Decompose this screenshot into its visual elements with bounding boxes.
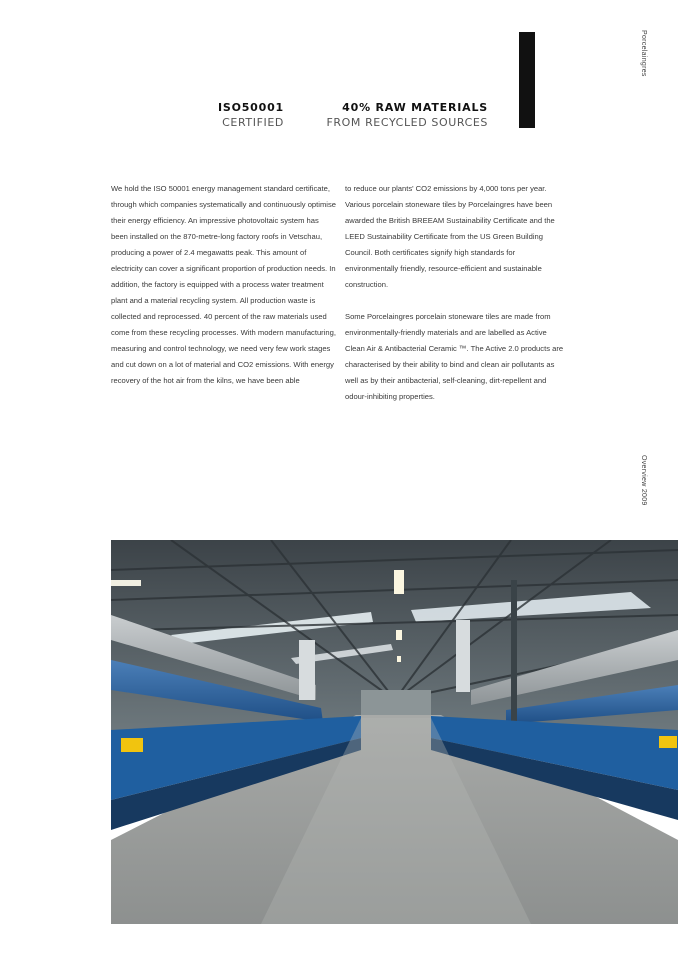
side-brand-label: Porcelaingres (640, 30, 647, 77)
heading-iso (218, 101, 284, 129)
heading-raw-materials (326, 101, 488, 129)
heading-raw-materials-subtitle: FROM RECYCLED SOURCES (326, 116, 488, 129)
heading-iso-title: ISO50001 (217, 101, 284, 114)
factory-photo (111, 540, 678, 924)
body-column-right (345, 181, 567, 405)
body-paragraph: Some Porcelaingres porcelain stoneware tiles are made from environmentally-friendly materials and are labelled as Active Clean Air & Antibacterial Ceramic ™. The Active 2.0 products are characterised by their ability to bind and clean air pollutants as well as by their antibacterial, self-cleaning, dirt-repellent and odour-inhibiting properties. (345, 312, 564, 401)
body-column-left (111, 181, 336, 389)
heading-raw-materials-title: 40% RAW MATERIALS (342, 101, 488, 114)
side-footer-label: Overview 2009 (640, 455, 647, 506)
heading-iso-subtitle: CERTIFIED (222, 116, 284, 129)
body-paragraph: to reduce our plants' CO2 emissions by 4,000 tons per year. Various porcelain stoneware tiles by Porcelaingres have been awarded the British BREEAM Sustainability Certificate and the LEED Sustainability Certificate from the US Green Building Council. Both certificates signify high standards for environmentally friendly, resource-efficient and sustainable construction. (345, 184, 555, 289)
body-paragraph: We hold the ISO 50001 energy management standard certificate, through which companies systematically and continuously optimise their energy efficiency. An impressive photovoltaic system has been installed on the 870-metre-long factory roofs in Vetschau, producing a power of 2.4 megawatts peak. This amount of electricity can cover a significant proportion of production needs. In addition, the factory is equipped with a process water treatment plant and a material recycling system. All production waste is collected and reprocessed. 40 percent of the raw materials used come from these recycling processes. With modern manufacturing, measuring and control technology, we need very few work stages and cut down on a lot of material and CO2 emissions. With energy recovery of the hot air from the kilns, we have been able (111, 184, 336, 385)
brand-bar (519, 32, 535, 128)
